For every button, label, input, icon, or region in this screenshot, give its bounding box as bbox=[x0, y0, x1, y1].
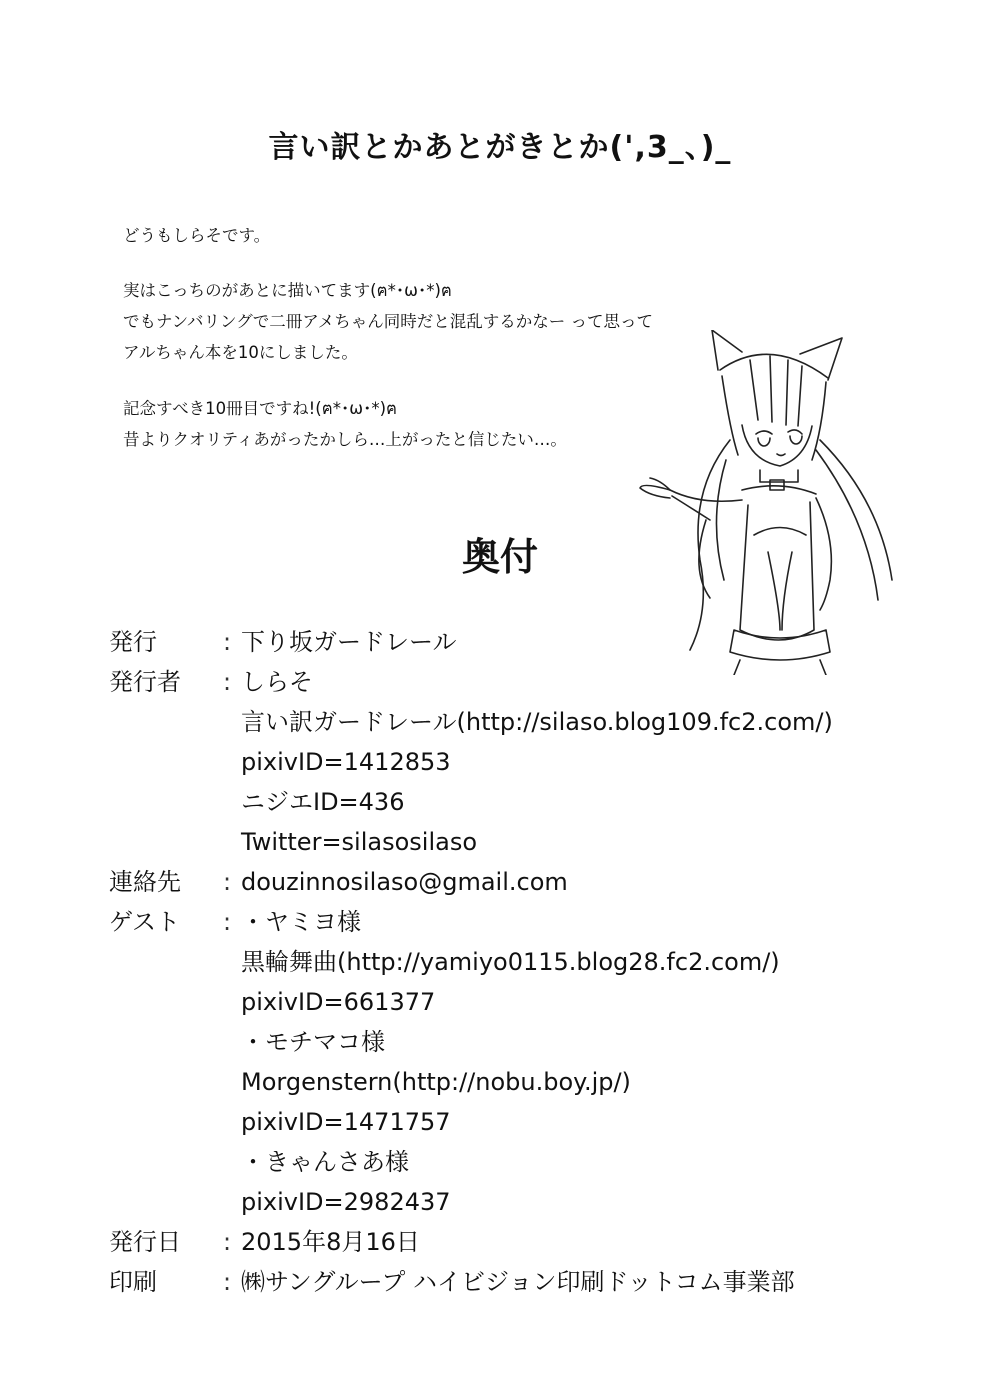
colophon-label: 発行日 bbox=[109, 1228, 181, 1256]
colophon-label: 連絡先 bbox=[109, 868, 181, 896]
publication-date: 2015年8月16日 bbox=[241, 1228, 420, 1256]
colophon-separator: : bbox=[222, 1268, 232, 1296]
afterword-title: 言い訳とかあとがきとか(',3_、)_ bbox=[268, 130, 732, 165]
colophon-value-line: pixivID=1412853 bbox=[241, 748, 451, 776]
colophon-row-contact bbox=[109, 862, 979, 902]
colophon-value-line: Morgenstern(http://nobu.boy.jp/) bbox=[241, 1068, 631, 1096]
colophon-separator: : bbox=[222, 1228, 232, 1256]
colophon-value-line: ・ヤミヨ様 bbox=[241, 908, 361, 936]
colophon-value bbox=[241, 902, 979, 1222]
colophon-value-line: 言い訳ガードレール(http://silaso.blog109.fc2.com/) bbox=[241, 708, 833, 736]
colophon-heading: 奥付 bbox=[461, 535, 538, 579]
colophon-row-guests bbox=[109, 902, 979, 1222]
colophon-value-line: Twitter=silasosilaso bbox=[241, 828, 478, 856]
colophon-value-line: ニジエID=436 bbox=[241, 788, 405, 816]
colophon-value-line: ・きゃんさあ様 bbox=[241, 1148, 409, 1176]
afterword-paragraph-1 bbox=[123, 220, 763, 251]
afterword-line: でもナンバリングで二冊アメちゃん同時だと混乱するかなー って思って bbox=[123, 312, 653, 331]
colophon-value-line: しらそ bbox=[241, 668, 313, 696]
colophon-value-line: ・モチマコ様 bbox=[241, 1028, 385, 1056]
colophon-separator: : bbox=[222, 628, 232, 656]
printer-name: ㈱サングループ ハイビジョン印刷ドットコム事業部 bbox=[241, 1268, 795, 1296]
afterword-line: どうもしらそです。 bbox=[123, 226, 271, 245]
colophon-row-date bbox=[109, 1222, 979, 1262]
afterword-line: アルちゃん本を10にしました。 bbox=[123, 343, 358, 362]
colophon-value bbox=[241, 1222, 979, 1262]
colophon-value-line: pixivID=2982437 bbox=[241, 1188, 451, 1216]
colophon-row-author bbox=[109, 662, 979, 862]
colophon-separator: : bbox=[222, 868, 232, 896]
colophon-row-printer bbox=[109, 1262, 979, 1302]
contact-email: douzinnosilaso@gmail.com bbox=[241, 868, 568, 896]
colophon-value-line: 黒輪舞曲(http://yamiyo0115.blog28.fc2.com/) bbox=[241, 948, 780, 976]
colophon-value bbox=[241, 1262, 979, 1302]
colophon-value-line: 下り坂ガードレール bbox=[241, 628, 457, 656]
colophon-label: 印刷 bbox=[109, 1268, 157, 1296]
afterword-line: 記念すべき10冊目ですね!(ฅ*･ω･*)ฅ bbox=[123, 399, 398, 418]
colophon-value bbox=[241, 622, 979, 662]
colophon-label: ゲスト bbox=[109, 908, 181, 936]
colophon-value-line: pixivID=661377 bbox=[241, 988, 436, 1016]
afterword-line: 昔よりクオリティあがったかしら…上がったと信じたい…。 bbox=[123, 430, 567, 449]
colophon-separator: : bbox=[222, 668, 232, 696]
colophon-value bbox=[241, 862, 979, 902]
colophon-label: 発行者 bbox=[109, 668, 181, 696]
colophon-separator: : bbox=[222, 908, 232, 936]
colophon-value bbox=[241, 662, 979, 862]
afterword-line: 実はこっちのがあとに描いてます(ฅ*･ω･*)ฅ bbox=[123, 281, 452, 300]
colophon-row-publisher bbox=[109, 622, 979, 662]
colophon-label: 発行 bbox=[109, 628, 157, 656]
colophon-value-line: pixivID=1471757 bbox=[241, 1108, 451, 1136]
colophon-table bbox=[109, 622, 979, 1302]
